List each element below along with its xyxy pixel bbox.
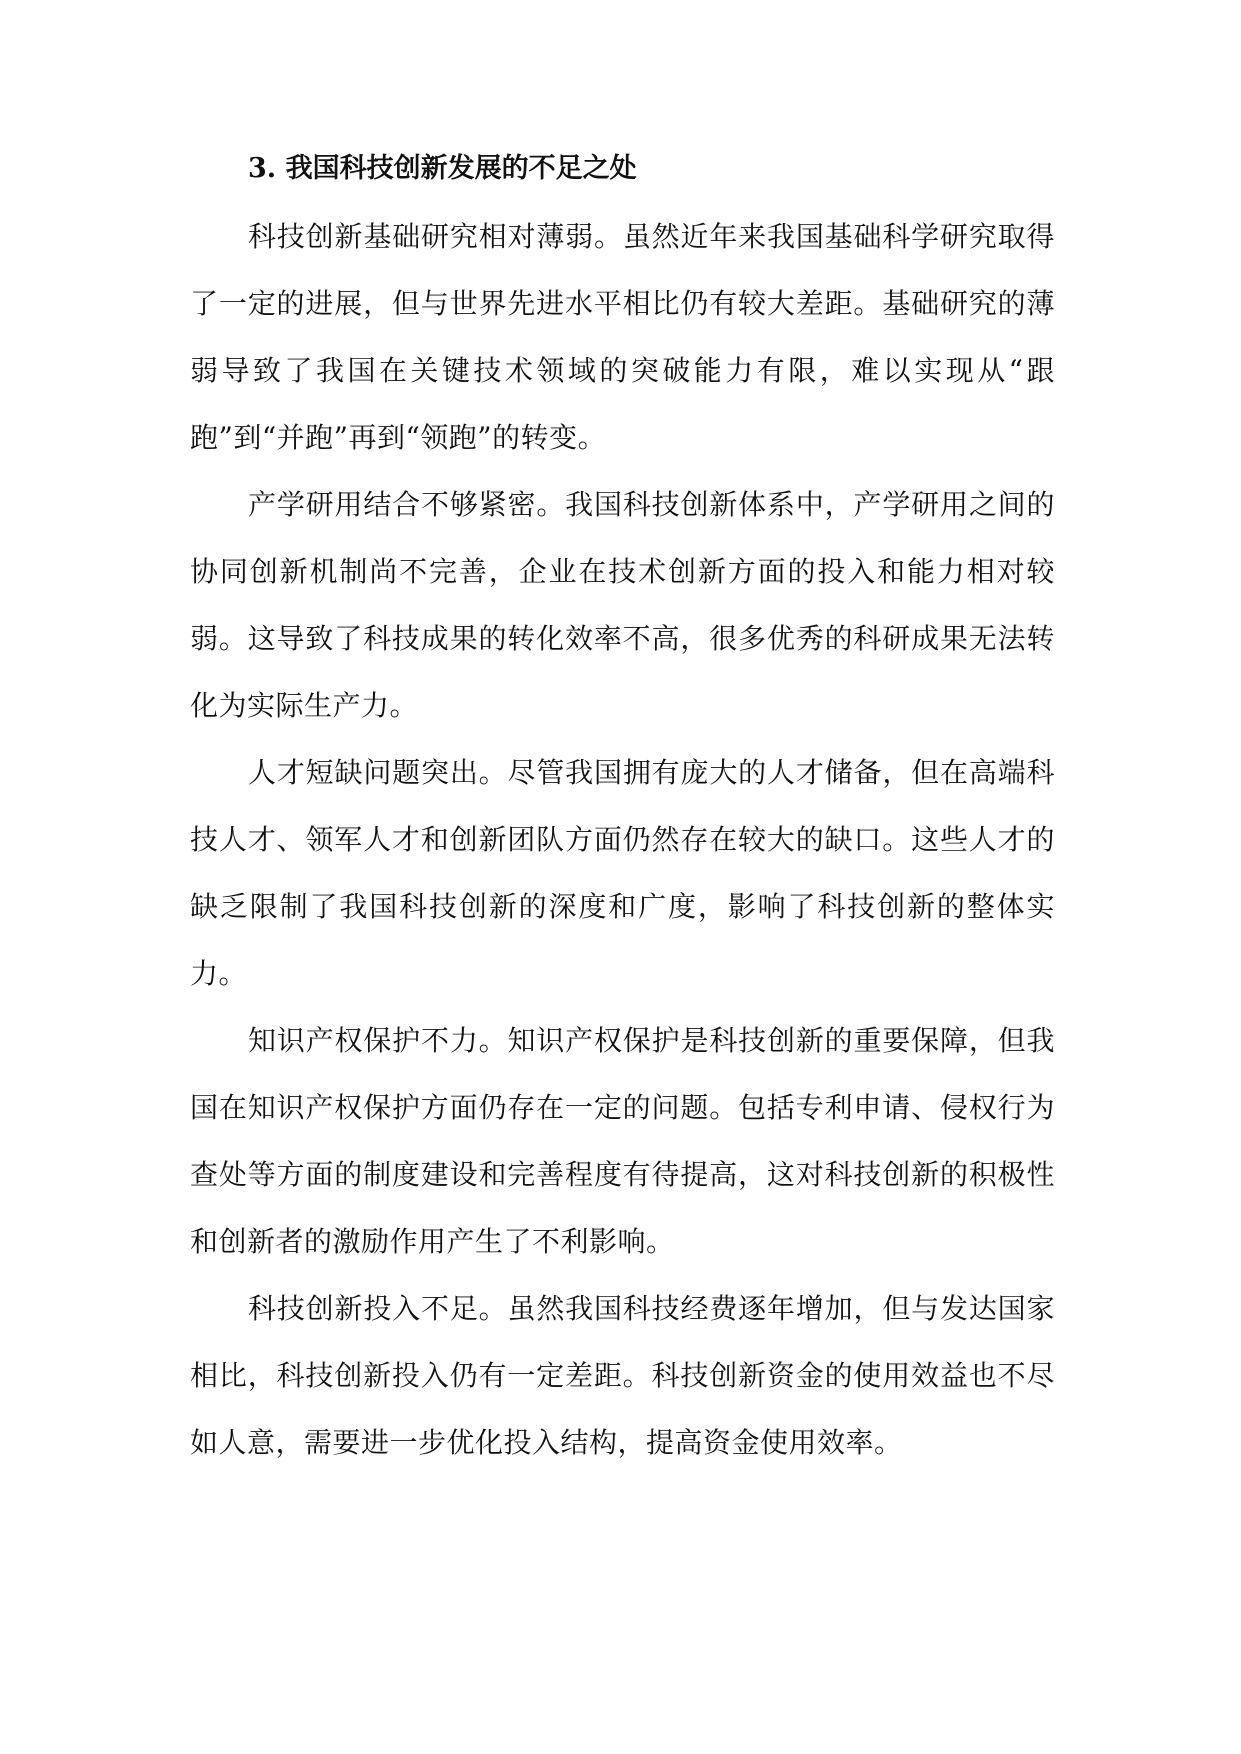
paragraph-ip-protection: 知识产权保护不力。知识产权保护是科技创新的重要保障，但我国在知识产权保护方面仍存在一定的问题。包括专利申请、侵权行为查处等方面的制度建设和完善程度有待提高，这对科技创新的积极性和创新者的激励作用产生了不利影响。 (190, 1024, 1055, 1258)
section-heading: 3. 我国科技创新发展的不足之处 (248, 153, 637, 184)
paragraph-basic-research: 科技创新基础研究相对薄弱。虽然近年来我国基础科学研究取得了一定的进展，但与世界先进水平相比仍有较大差距。基础研究的薄弱导致了我国在关键技术领域的突破能力有限，难以实现从“跟跑”到“并跑”再到“领跑”的转变。 (190, 220, 1055, 454)
document-body (190, 145, 1055, 1476)
paragraph-talent-shortage: 人才短缺问题突出。尽管我国拥有庞大的人才储备，但在高端科技人才、领军人才和创新团队方面仍然存在较大的缺口。这些人才的缺乏限制了我国科技创新的深度和广度，影响了科技创新的整体实力。 (190, 756, 1055, 990)
paragraph-industry-academia: 产学研用结合不够紧密。我国科技创新体系中，产学研用之间的协同创新机制尚不完善，企业在技术创新方面的投入和能力相对较弱。这导致了科技成果的转化效率不高，很多优秀的科研成果无法转化为实际生产力。 (190, 488, 1055, 722)
paragraph-investment: 科技创新投入不足。虽然我国科技经费逐年增加，但与发达国家相比，科技创新投入仍有一定差距。科技创新资金的使用效益也不尽如人意，需要进一步优化投入结构，提高资金使用效率。 (190, 1292, 1055, 1459)
